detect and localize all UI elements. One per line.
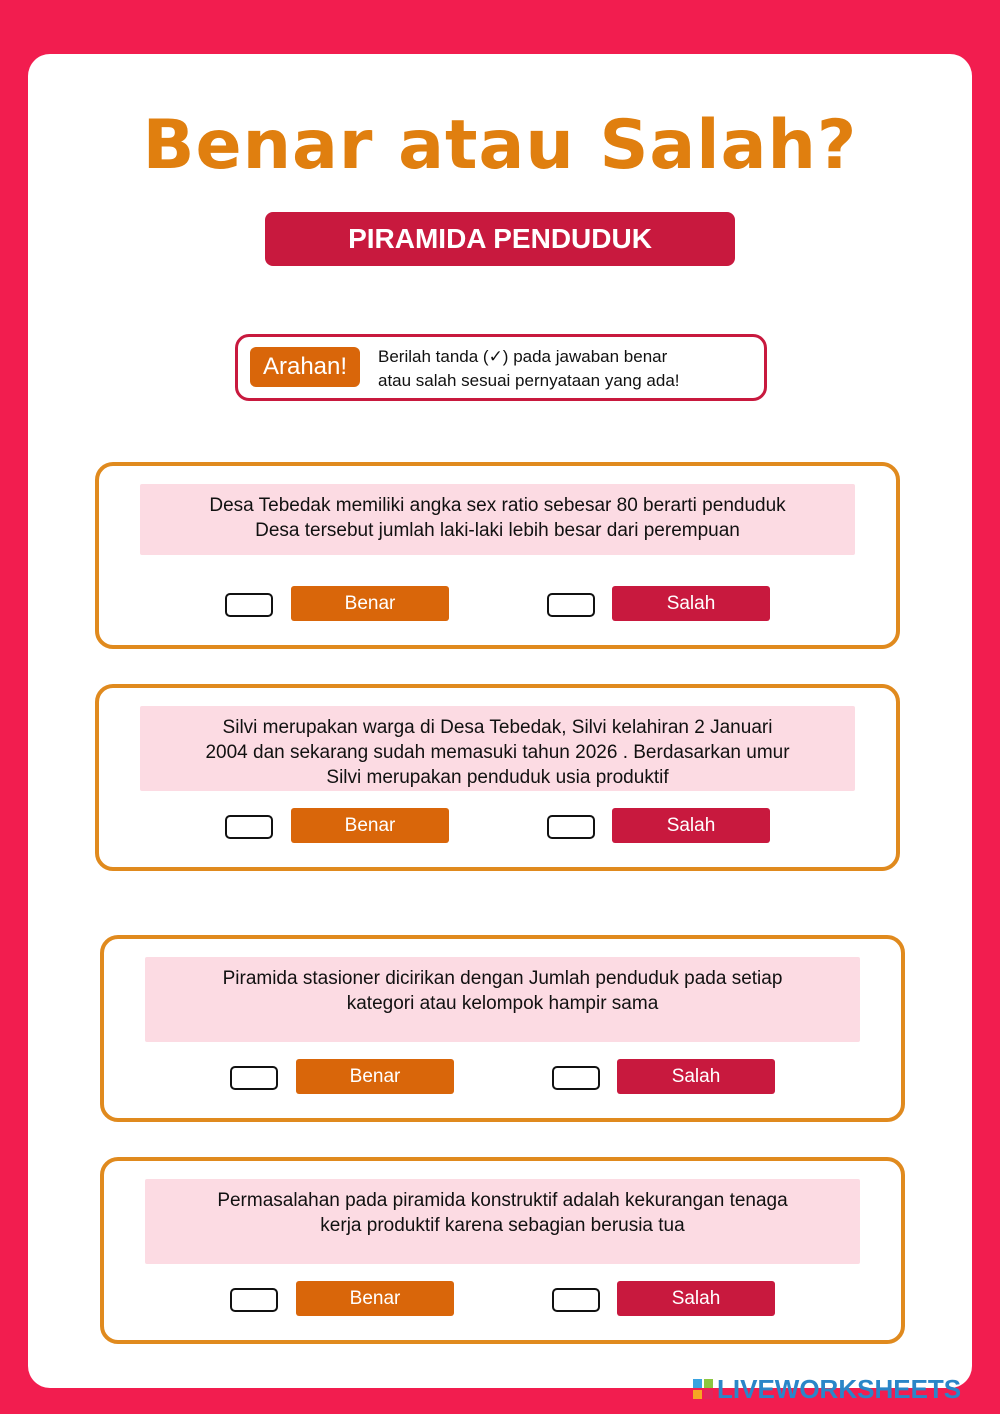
checkbox-benar-4[interactable]	[230, 1288, 278, 1312]
answer-benar-2[interactable]: Benar	[291, 808, 449, 843]
liveworksheets-logo-icon	[693, 1379, 713, 1399]
question-text-4: Permasalahan pada piramida konstruktif adalah kekurangan tenaga kerja produktif karena sebagian berusia tua	[145, 1179, 860, 1264]
checkbox-salah-3[interactable]	[552, 1066, 600, 1090]
answer-salah-4[interactable]: Salah	[617, 1281, 775, 1316]
instruction-badge: Arahan!	[250, 347, 360, 387]
question-text-1: Desa Tebedak memiliki angka sex ratio sebesar 80 berarti penduduk Desa tersebut jumlah laki-laki lebih besar dari perempuan	[140, 484, 855, 555]
liveworksheets-footer	[693, 1375, 961, 1403]
checkbox-benar-3[interactable]	[230, 1066, 278, 1090]
answer-benar-4[interactable]: Benar	[296, 1281, 454, 1316]
page-title: Benar atau Salah?	[142, 106, 858, 185]
question-text-2: Silvi merupakan warga di Desa Tebedak, Silvi kelahiran 2 Januari 2004 dan sekarang sudah memasuki tahun 2026 . Berdasarkan umur Silvi merupakan penduduk usia produktif	[140, 706, 855, 791]
answer-salah-2[interactable]: Salah	[612, 808, 770, 843]
checkbox-benar-2[interactable]	[225, 815, 273, 839]
instruction-box	[235, 334, 767, 401]
question-text-3: Piramida stasioner dicirikan dengan Jumlah penduduk pada setiap kategori atau kelompok hampir sama	[145, 957, 860, 1042]
answer-salah-1[interactable]: Salah	[612, 586, 770, 621]
checkbox-salah-4[interactable]	[552, 1288, 600, 1312]
instruction-text: Berilah tanda (✓) pada jawaban benar atau salah sesuai pernyataan yang ada!	[378, 347, 680, 390]
checkbox-salah-2[interactable]	[547, 815, 595, 839]
checkbox-benar-1[interactable]	[225, 593, 273, 617]
subtitle-text: PIRAMIDA PENDUDUK	[348, 223, 652, 254]
subtitle-banner	[265, 212, 735, 266]
footer-brand-text: LIVEWORKSHEETS	[717, 1373, 962, 1404]
answer-benar-3[interactable]: Benar	[296, 1059, 454, 1094]
checkbox-salah-1[interactable]	[547, 593, 595, 617]
answer-benar-1[interactable]: Benar	[291, 586, 449, 621]
answer-salah-3[interactable]: Salah	[617, 1059, 775, 1094]
